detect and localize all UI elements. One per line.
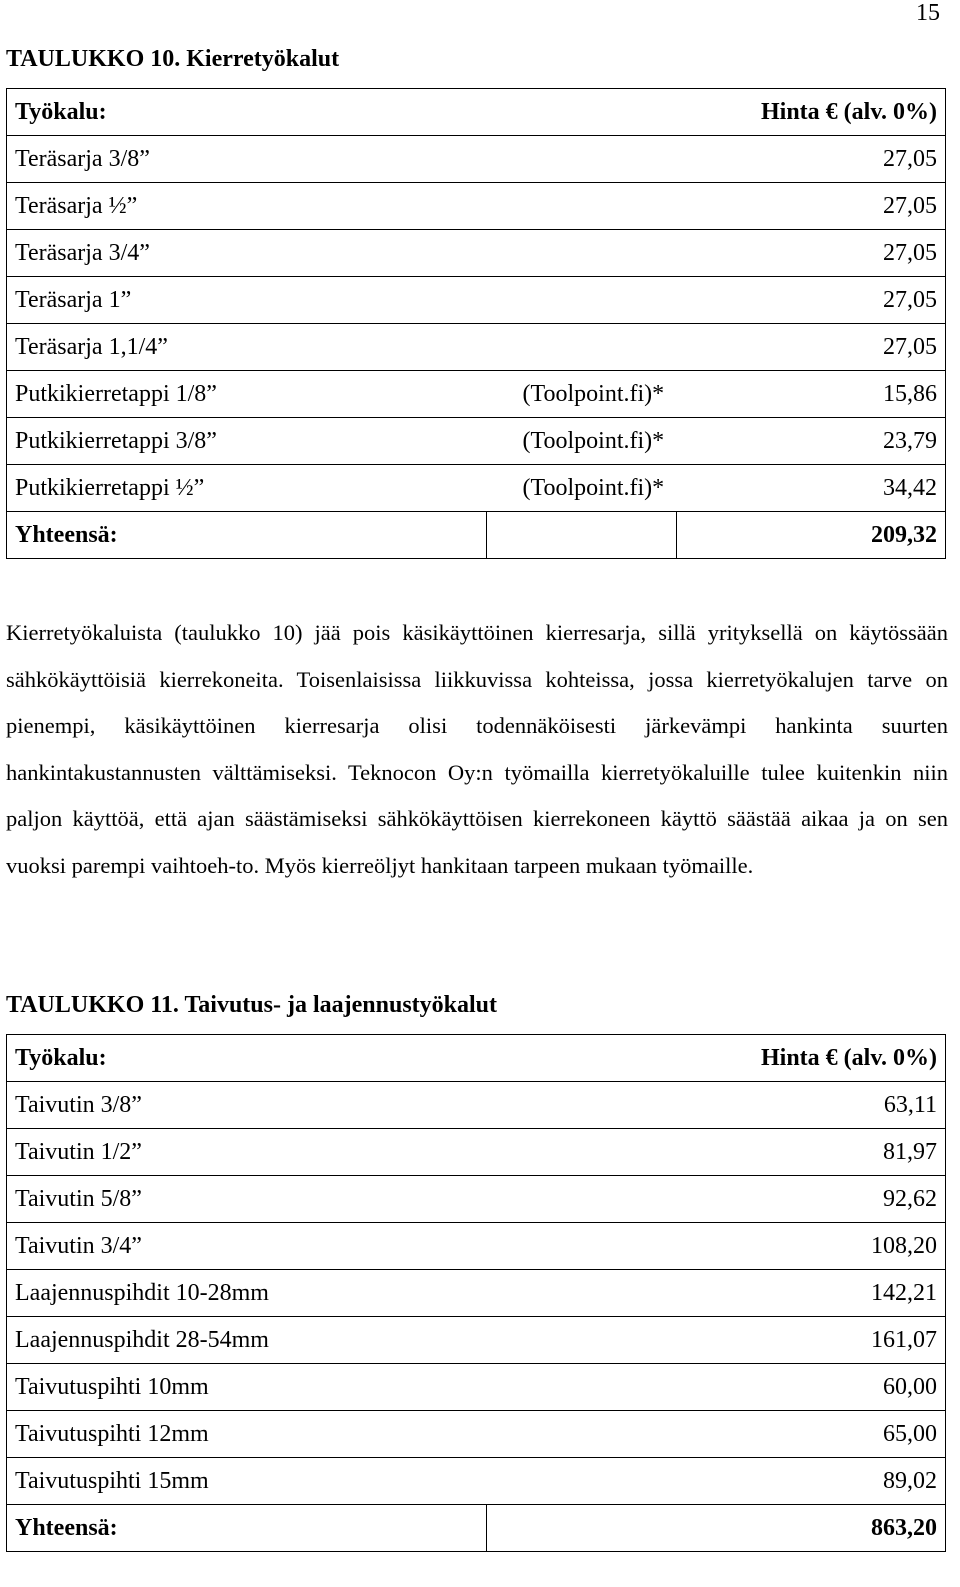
row-price: 23,79: [677, 418, 946, 465]
total-label: Yhteensä:: [7, 512, 487, 559]
row-name: Putkikierretappi ½”: [7, 465, 487, 512]
table-row: [7, 1317, 946, 1364]
row-note: [487, 136, 677, 183]
table-row: [7, 1270, 946, 1317]
row-name: Taivutuspihti 12mm: [7, 1411, 487, 1458]
row-name: Taivutin 1/2”: [7, 1129, 487, 1176]
total-price: 209,32: [677, 512, 946, 559]
total-price: 863,20: [487, 1505, 946, 1552]
row-price: 60,00: [487, 1364, 946, 1411]
row-note: (Toolpoint.fi)*: [487, 371, 677, 418]
row-name: Taivutuspihti 10mm: [7, 1364, 487, 1411]
total-spacer: [487, 512, 677, 559]
row-name: Teräsarja 1”: [7, 277, 487, 324]
table-row: [7, 277, 946, 324]
row-price: 27,05: [677, 136, 946, 183]
header-price: Hinta € (alv. 0%): [677, 89, 946, 136]
row-price: 34,42: [677, 465, 946, 512]
row-price: 161,07: [487, 1317, 946, 1364]
table-row: [7, 418, 946, 465]
table-row: [7, 230, 946, 277]
table-row: [7, 1411, 946, 1458]
row-price: 142,21: [487, 1270, 946, 1317]
row-name: Taivutin 5/8”: [7, 1176, 487, 1223]
table-11-bending-tools: [6, 1034, 946, 1552]
row-price: 65,00: [487, 1411, 946, 1458]
row-note: (Toolpoint.fi)*: [487, 465, 677, 512]
row-price: 15,86: [677, 371, 946, 418]
row-note: [487, 277, 677, 324]
table-header-row: [7, 89, 946, 136]
total-label: Yhteensä:: [7, 1505, 487, 1552]
body-paragraph: Kierretyökaluista (taulukko 10) jää pois käsikäyttöinen kierresarja, sillä yrityksellä on käytössään sähkökäyttöisiä kierrekoneita. Toisenlaisissa liikkuvissa kohteissa, jossa kierretyökalujen tarve on pienempi, käsikäyttöinen kierresarja olisi todennäköisesti järkevämpi hankinta suurten hankintakustannusten välttämiseksi. Teknocon Oy:n työmailla kierretyökaluille tulee kuitenkin niin paljon käyttöä, että ajan säästämiseksi sähkökäyttöisen kierrekoneen käyttö säästää aikaa ja on sen vuoksi parempi vaihtoeh-to. Myös kierreöljyt hankitaan tarpeen mukaan työmaille.: [6, 620, 948, 878]
table-row: [7, 324, 946, 371]
row-price: 92,62: [487, 1176, 946, 1223]
row-note: [487, 230, 677, 277]
row-price: 27,05: [677, 230, 946, 277]
row-name: Teräsarja ½”: [7, 183, 487, 230]
row-name: Teräsarja 3/4”: [7, 230, 487, 277]
row-note: [487, 183, 677, 230]
page-number: 15: [916, 0, 940, 26]
row-name: Laajennuspihdit 28-54mm: [7, 1317, 487, 1364]
row-note: [487, 324, 677, 371]
table-row: [7, 1223, 946, 1270]
table-row: [7, 1082, 946, 1129]
row-name: Taivutin 3/4”: [7, 1223, 487, 1270]
row-name: Laajennuspihdit 10-28mm: [7, 1270, 487, 1317]
table-row: [7, 1176, 946, 1223]
row-price: 89,02: [487, 1458, 946, 1505]
table-total-row: [7, 1505, 946, 1552]
row-price: 27,05: [677, 324, 946, 371]
table-row: [7, 371, 946, 418]
table-row: [7, 1129, 946, 1176]
row-name: Teräsarja 1,1/4”: [7, 324, 487, 371]
table-row: [7, 183, 946, 230]
table-row: [7, 465, 946, 512]
row-price: 108,20: [487, 1223, 946, 1270]
header-tool: Työkalu:: [7, 89, 487, 136]
table-11-caption: TAULUKKO 11. Taivutus- ja laajennustyökalut: [6, 992, 498, 1018]
row-price: 81,97: [487, 1129, 946, 1176]
row-name: Putkikierretappi 3/8”: [7, 418, 487, 465]
row-price: 27,05: [677, 277, 946, 324]
header-spacer: [487, 89, 677, 136]
header-tool: Työkalu:: [7, 1035, 487, 1082]
row-note: (Toolpoint.fi)*: [487, 418, 677, 465]
row-name: Taivutin 3/8”: [7, 1082, 487, 1129]
row-name: Taivutuspihti 15mm: [7, 1458, 487, 1505]
table-10-caption: TAULUKKO 10. Kierretyökalut: [6, 46, 340, 72]
row-name: Putkikierretappi 1/8”: [7, 371, 487, 418]
row-price: 27,05: [677, 183, 946, 230]
header-price: Hinta € (alv. 0%): [487, 1035, 946, 1082]
table-row: [7, 136, 946, 183]
table-header-row: [7, 1035, 946, 1082]
table-total-row: [7, 512, 946, 559]
table-row: [7, 1458, 946, 1505]
row-price: 63,11: [487, 1082, 946, 1129]
row-name: Teräsarja 3/8”: [7, 136, 487, 183]
table-10-threading-tools: [6, 88, 946, 559]
table-row: [7, 1364, 946, 1411]
